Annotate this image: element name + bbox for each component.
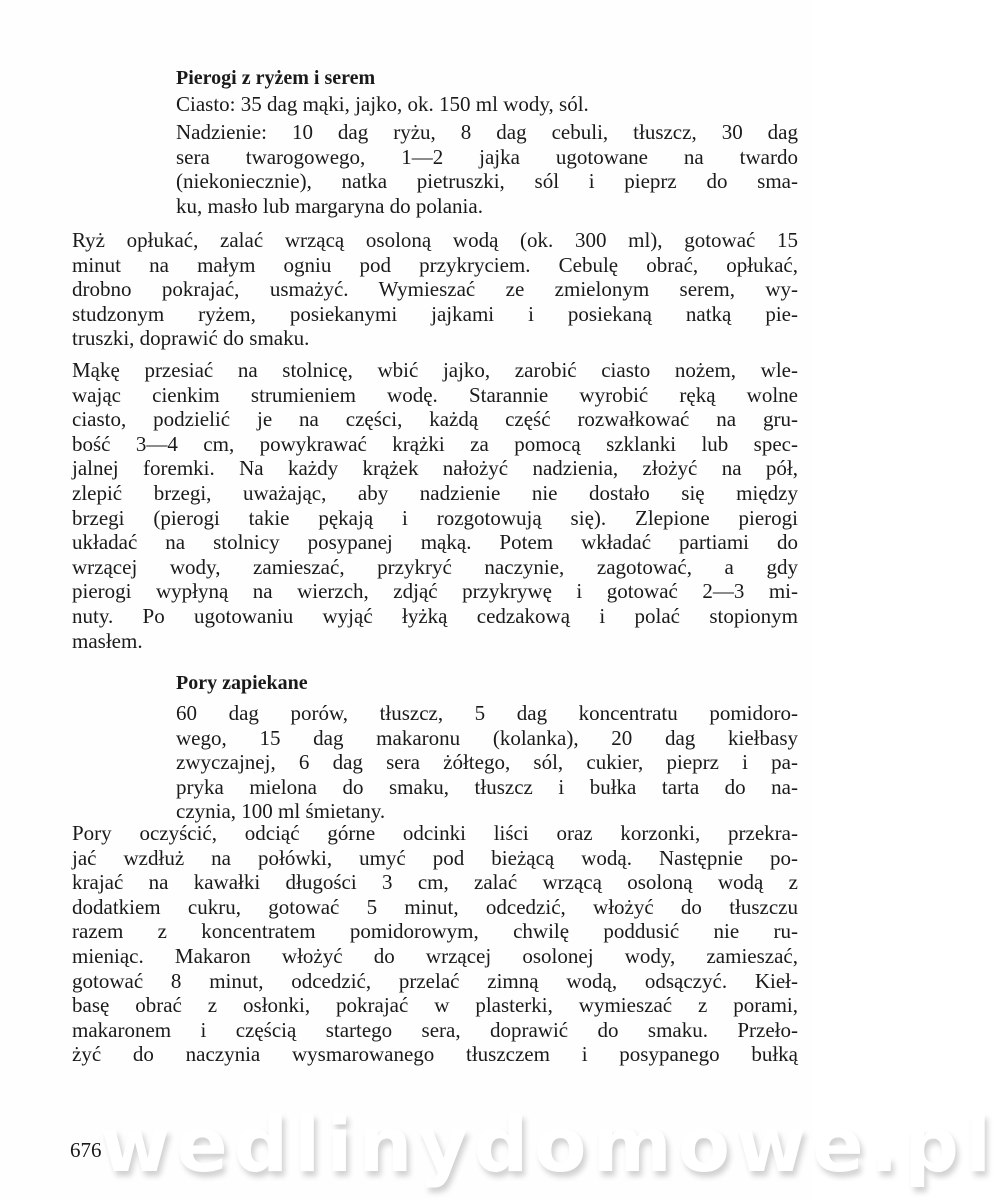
text-line: jalnej foremki. Na każdy krążek nałożyć nadzienia, złożyć na pół,: [72, 456, 798, 481]
text-line: czynia, 100 ml śmietany.: [176, 799, 386, 824]
text-line: Mąkę przesiać na stolnicę, wbić jajko, zarobić ciasto nożem, wle-: [72, 358, 798, 382]
text-line: wego, 15 dag makaronu (kolanka), 20 dag kiełbasy: [176, 725, 798, 750]
text-line: pierogi wypłyną na wierzch, zdjąć przykrywę i gotować 2—3 mi-: [72, 579, 798, 604]
text-line: makaronem i częścią startego sera, doprawić do smaku. Przeło-: [72, 1017, 798, 1042]
text-line: (niekoniecznie), natka pietruszki, sól i pieprz do sma-: [176, 169, 798, 194]
text-line: brzegi (pierogi takie pękają i rozgotowują się). Zlepione pierogi: [72, 505, 798, 530]
text-line: studzonym ryżem, posiekanymi jajkami i posiekaną natką pie-: [72, 301, 798, 326]
text-line: Ryż opłukać, zalać wrzącą osoloną wodą (ok. 300 ml), gotować 15: [72, 228, 798, 252]
text-line: Pory oczyścić, odciąć górne odcinki liści oraz korzonki, przekra-: [72, 821, 798, 845]
page-number: 676: [70, 1138, 102, 1162]
text-line: basę obrać z osłonki, pokrajać w plasterki, wymieszać z porami,: [72, 993, 798, 1018]
paragraph: [72, 358, 798, 653]
recipe-title: Pory zapiekane: [176, 672, 308, 694]
text-line: sera twarogowego, 1—2 jajka ugotowane na twardo: [176, 144, 798, 169]
text-line: krajać na kawałki długości 3 cm, zalać wrzącą osoloną wodą z: [72, 870, 798, 895]
text-line: bość 3—4 cm, powykrawać krążki za pomocą szklanki lub spec-: [72, 431, 798, 456]
ingredients-filling: [176, 120, 798, 218]
text-line: masłem.: [72, 628, 143, 653]
recipe-title: Pierogi z ryżem i serem: [176, 67, 376, 89]
text-line: układać na stolnicy posypanej mąką. Potem wkładać partiami do: [72, 530, 798, 555]
text-line: dodatkiem cukru, gotować 5 minut, odcedzić, włożyć do tłuszczu: [72, 894, 798, 919]
text-line: razem z koncentratem pomidorowym, chwilę poddusić nie ru-: [72, 919, 798, 944]
text-line: truszki, doprawić do smaku.: [72, 326, 310, 351]
text-line: zlepić brzegi, uważając, aby nadzienie nie dostało się między: [72, 480, 798, 505]
paragraph: [72, 821, 798, 1067]
text-line: nuty. Po ugotowaniu wyjąć łyżką cedzakową i polać stopionym: [72, 603, 798, 628]
text-line: drobno pokrajać, usmażyć. Wymieszać ze zmielonym serem, wy-: [72, 277, 798, 302]
text-line: minut na małym ogniu pod przykryciem. Cebulę obrać, opłukać,: [72, 252, 798, 277]
text-line: pryka mielona do smaku, tłuszcz i bułka tarta do na-: [176, 774, 798, 799]
text-line: jać wzdłuż na połówki, umyć pod bieżącą wodą. Następnie po-: [72, 845, 798, 870]
text-line: ciasto, podzielić je na części, każdą część rozwałkować na gru-: [72, 407, 798, 432]
text-line: Ciasto: 35 dag mąki, jajko, ok. 150 ml wody, sól.: [176, 92, 589, 116]
text-line: mieniąc. Makaron włożyć do wrzącej osolonej wody, zamieszać,: [72, 943, 798, 968]
text-line: zwyczajnej, 6 dag sera żółtego, sól, cukier, pieprz i pa-: [176, 750, 798, 775]
text-line: wając cienkim strumieniem wodę. Starannie wyrobić ręką wolne: [72, 382, 798, 407]
ingredients-list: [176, 701, 798, 824]
text-line: żyć do naczynia wysmarowanego tłuszczem i posypanego bułką: [72, 1042, 798, 1067]
text-line: Nadzienie: 10 dag ryżu, 8 dag cebuli, tłuszcz, 30 dag: [176, 120, 798, 144]
text-line: ku, masło lub margaryna do polania.: [176, 193, 483, 218]
ingredients-dough: [176, 92, 652, 117]
watermark: wedlinydomowe.pl: [100, 1100, 997, 1189]
paragraph: [72, 228, 798, 351]
text-line: 60 dag porów, tłuszcz, 5 dag koncentratu pomidoro-: [176, 701, 798, 725]
text-line: wrzącej wody, zamieszać, przykryć naczynie, zagotować, a gdy: [72, 554, 798, 579]
text-line: gotować 8 minut, odcedzić, przelać zimną wodą, odsączyć. Kieł-: [72, 968, 798, 993]
